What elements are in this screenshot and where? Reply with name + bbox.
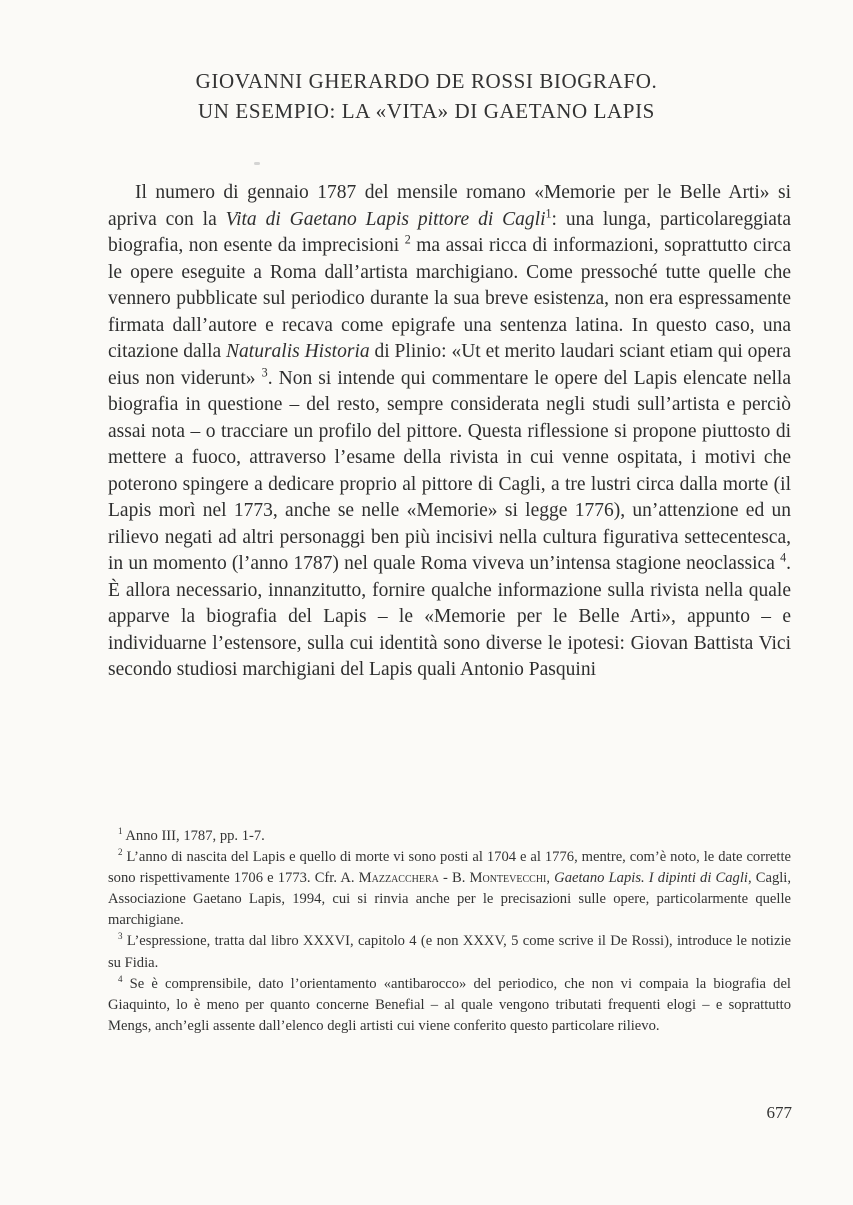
book-title-italic: Naturalis Historia bbox=[226, 341, 370, 362]
footnote-text: - B. bbox=[438, 870, 470, 887]
footnote-text: L’espressione, tratta dal libro XXXVI, capitolo 4 (e non XXXV, 5 come scrive il De Rossi), introduce le notizie su Fidia. bbox=[108, 933, 791, 971]
footnote-text: L’anno di nascita del Lapis e quello di morte vi sono posti al 1704 e al 1776, mentre, com’è noto, le date corrette sono rispettivamente 1706 e 1773. Cfr. A. bbox=[108, 849, 791, 887]
page-number: 677 bbox=[766, 1103, 792, 1122]
footnotes bbox=[108, 826, 791, 1037]
article-title bbox=[0, 66, 853, 126]
body-text-run: : una lunga, particolareggiata biografia, non esente da imprecisioni bbox=[108, 208, 791, 256]
footnote-ref: 1 bbox=[545, 206, 552, 220]
footnote-2 bbox=[108, 847, 791, 931]
paragraph bbox=[108, 180, 791, 684]
title-line-1: GIOVANNI GHERARDO DE ROSSI BIOGRAFO. bbox=[195, 69, 658, 93]
body-text-run: Il numero di gennaio 1787 del mensile romano «Memorie per le Belle Arti» si apriva con la bbox=[108, 182, 791, 230]
body-text-run: . Non si intende qui commentare le opere del Lapis elencate nella biografia in questione – del resto, sempre considerata negli studi sull’artista e perciò assai nota – o tracciare un profilo del pittore. Questa riflessione si propone piuttosto di mettere a fuoco, attraverso l’esame della rivista in cui venne ospitata, i motivi che poterono spingere a dedicare proprio al pittore di Cagli, a tre lustri circa dalla morte (il Lapis morì nel 1773, anche se nelle «Memorie» si legge 1776), un’attenzione ed un rilievo negati ad altri personaggi ben più incisivi nella cultura figurativa settecentesca, in un momento (l’anno 1787) nel quale Roma viveva un’intensa stagione neoclassica bbox=[108, 367, 791, 574]
body-text-run: di Plinio: «Ut et merito laudari sciant etiam qui opera eius non viderunt» bbox=[108, 341, 791, 389]
footnote-number: 3 bbox=[118, 931, 123, 942]
body-text-run: . È allora necessario, innanzitutto, fornire qualche informazione sulla rivista nella quale apparve la biografia del Lapis – le «Memorie per le Belle Arti», appunto – e individuarne l’estensore, sulla cui identità sono diverse le ipotesi: Giovan Battista Vici secondo studiosi marchigiani del Lapis quali Antonio Pasquini bbox=[108, 553, 791, 680]
footnote-text: , bbox=[546, 870, 555, 887]
footnote-number: 4 bbox=[118, 973, 123, 984]
footnote-ref: 4 bbox=[780, 550, 787, 565]
footnote-number: 2 bbox=[118, 847, 123, 858]
author-name: Mazzacchera bbox=[358, 870, 439, 887]
body-paragraph bbox=[108, 180, 791, 684]
footnote-4 bbox=[108, 974, 791, 1037]
footnote-3 bbox=[108, 931, 791, 973]
footnote-1 bbox=[108, 826, 791, 847]
book-title-italic: Vita di Gaetano Lapis pittore di Cagli bbox=[225, 208, 546, 230]
title-line-2: UN ESEMPIO: LA «VITA» DI GAETANO LAPIS bbox=[198, 99, 655, 123]
author-name: Montevecchi bbox=[469, 870, 547, 887]
scan-speck bbox=[254, 162, 260, 165]
footnote-ref: 3 bbox=[261, 365, 268, 379]
footnote-text: , Cagli, Associazione Gaetano Lapis, 1994, cui si rinvia anche per le precisazioni sulle opere, particolarmente quelle marchigiane. bbox=[108, 870, 792, 929]
footnote-text: Anno III, 1787, pp. 1-7. bbox=[122, 828, 265, 844]
footnote-number: 1 bbox=[118, 826, 123, 837]
footnote-text: Se è comprensibile, dato l’orientamento «antibarocco» del periodico, che non vi compaia la biografia del Giaquinto, lo è meno per quanto concerne Benefial – al quale vengono tributati frequenti elogi – e soprattutto Mengs, anch’egli assente dall’elenco degli artisti cui viene conferito questo particolare rilievo. bbox=[108, 975, 791, 1034]
footnote-ref: 2 bbox=[404, 232, 411, 247]
book-title-italic: Gaetano Lapis. I dipinti di Cagli bbox=[554, 870, 748, 887]
body-text-run: ma assai ricca di informazioni, soprattutto circa le opere eseguite a Roma dall’artista marchigiano. Come pressoché tutte quelle che vennero pubblicate sul periodico durante la sua breve esistenza, non era espressamente firmata dall’autore e recava come epigrafe una sentenza latina. In questo caso, una citazione dalla bbox=[108, 235, 791, 362]
